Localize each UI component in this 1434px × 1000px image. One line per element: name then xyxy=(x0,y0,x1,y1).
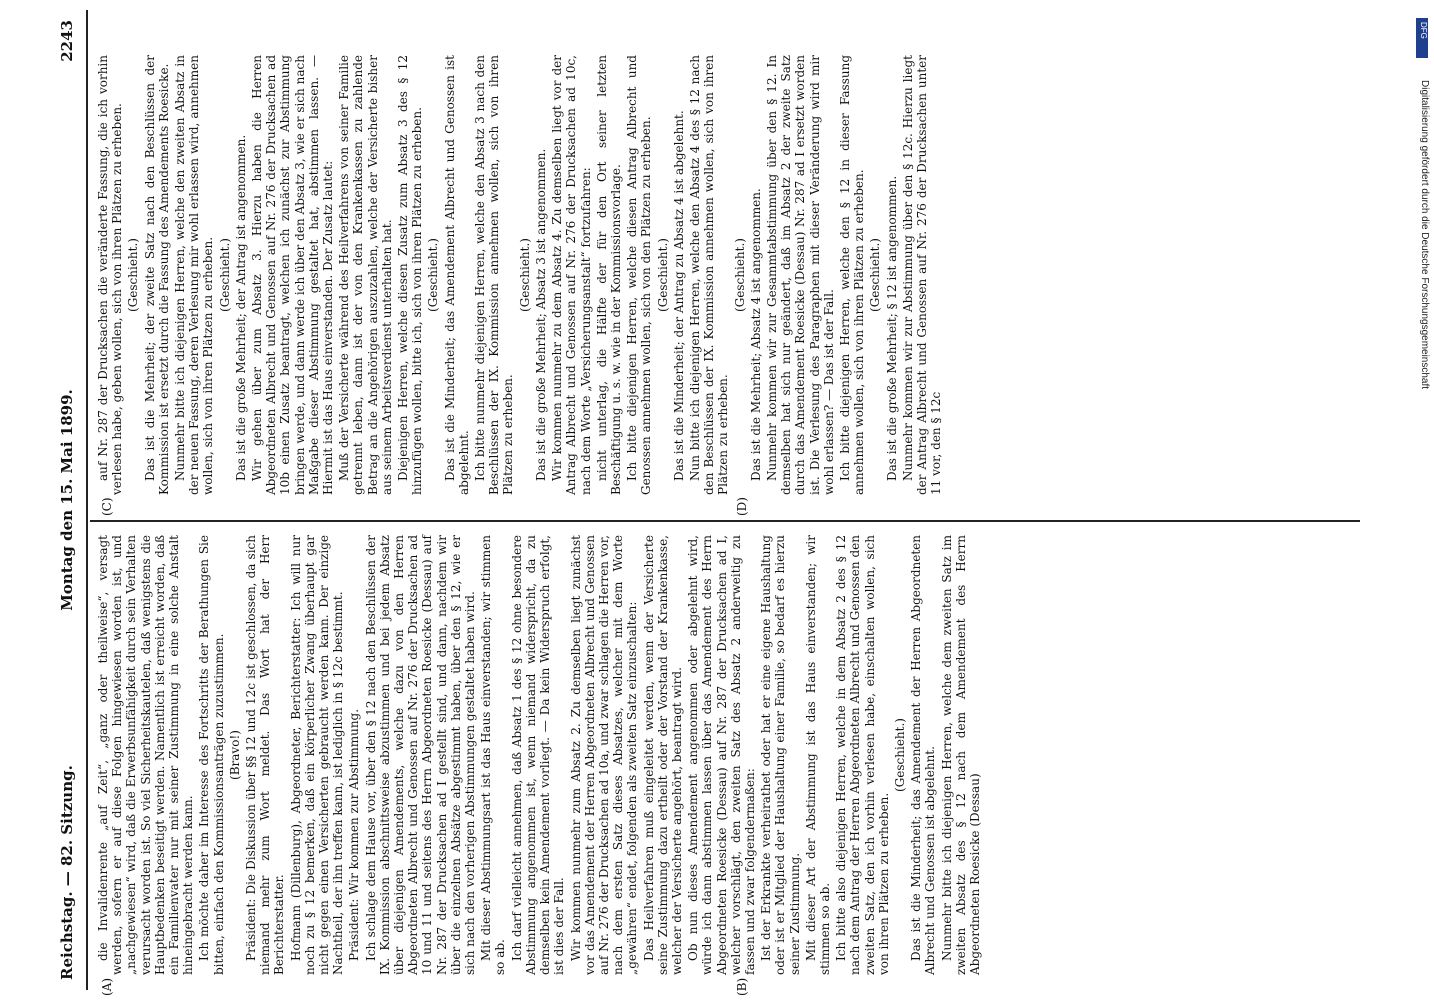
digitization-note: Digitalisierung gefördert durch die Deutsche Forschungsgemeinschaft xyxy=(1419,80,1430,390)
paragraph: Das ist die Mehrheit; Absatz 4 ist angenommen. xyxy=(748,188,763,481)
paragraph: Das ist die Minderheit; das Amendement Albrecht und Genossen ist abgelehnt. xyxy=(442,55,471,495)
digitization-stamp xyxy=(1416,10,1430,990)
paragraph: Nunmehr bitte ich diejenigen Herren, welche dem zweiten Satz im zweiten Absatz des § 12 nach dem Amendement des Herrn Abgeordneten Roesicke (Dessau) xyxy=(939,535,982,975)
paragraph: Das ist die große Mehrheit; der Antrag ist angenommen. xyxy=(233,134,248,481)
left-text-column xyxy=(96,535,984,975)
paragraph: Hofmann (Dillenburg), Abgeordneter, Berichterstatter: Ich will nur noch zu § 12 bemerken, daß ein körperlicher Zwang überhaupt gar nicht gegen einen Versicherten gebraucht werden kann. Der einzige Nachtheil, der ihn treffen kann, ist lediglich in § 12c bestimmt. xyxy=(288,535,346,975)
paragraph: Nunmehr bitte ich diejenigen Herren, welche den zweiten Absatz in der neuen Fassung, deren Verlesung mir wohl erlassen wird, annehmen wollen, sich von ihren Plätzen zu erheben. xyxy=(173,55,216,495)
page-number: 2243 xyxy=(58,20,76,62)
margin-letter-b: (B) xyxy=(735,977,749,996)
paragraph: Ob nun dieses Amendement angenommen oder abgelehnt wird, würde ich dann abstimmen lassen über das Amendement des Herrn Abgeordneten Roesicke (Dessau) auf Nr. 287 der Drucksachen ad I, welcher vorschlägt, den zweiten Satz des Absatz 2 anderweitig zu fassen und zwar folgendermaßen: xyxy=(686,535,757,975)
paragraph: Nunmehr kommen wir zur Gesammtabstimmung über den § 12. In demselben hat sich nur geändert, daß im Absatz 2 der zweite Satz durch das Amendement Roesicke (Dessau) Nr. 287 ad I ersetzt worden ist. Die Verlesung des Paragraphen mit dieser Veränderung wird mir wohl erlassen? — Das ist der Fall. xyxy=(764,55,836,495)
paragraph: Diejenigen Herren, welche diesen Zusatz zum Absatz 3 des § 12 hinzufügen wollen, bitte ich, sich von ihren Plätzen zu erheben. xyxy=(396,55,425,495)
paragraph: (Geschieht.) xyxy=(517,238,532,312)
header-date: Montag den 15. Mai 1899. xyxy=(58,389,76,611)
paragraph: Muß der Versicherte während des Heilverfahrens von seiner Familie getrennt leben, dann ist der von den Krankenkassen zu zahlende Betrag an die Angehörigen auszuzahlen, welche der Versicherte bisher aus seinem Arbeitsverdienst unterhalten hat. xyxy=(337,55,394,495)
paragraph: (Bravo!) xyxy=(227,730,242,780)
dfg-logo: DFG xyxy=(1416,18,1428,58)
paragraph: (Geschieht.) xyxy=(426,238,441,312)
paragraph: (Geschieht.) xyxy=(868,238,883,312)
paragraph: (Geschieht.) xyxy=(217,238,232,312)
header-session: Reichstag. — 82. Sitzung. xyxy=(58,765,76,980)
paragraph: Ich bitte also diejenigen Herren, welche in dem Absatz 2 des § 12 nach dem Antrag der Herren Abgeordneten Albrecht und Genossen den zweiten Satz, den ich vorhin verlesen habe, einschalten wollen, sich von ihren Plätzen zu erheben. xyxy=(834,535,891,975)
paragraph: Wir kommen nunmehr zum Absatz 2. Zu demselben liegt zunächst vor das Amendement der Herren Abgeordneten Albrecht und Genossen auf Nr. 276 der Drucksachen ad 10a, und zwar schlagen die Herren vor, nach dem ersten Satz dieses Absatzes, welcher mit dem Worte „gewähren“ endet, folgenden als zweiten Satz einzuschalten: xyxy=(568,535,640,975)
paragraph: Das ist die Minderheit; der Antrag zu Absatz 4 ist abgelehnt. xyxy=(671,110,686,481)
paragraph: die Invalidenrente „auf Zeit“, „ganz oder theilweise“, versagt werden, sofern er auf diese Folgen hingewiesen worden ist, und „nachgewiesen“ wird, daß die Erwerbsunfähigkeit durch sein Verhalten verursacht worden ist. So viel Sicherheitskautelen, daß wenigstens die Hauptbedenken beseitigt werden. Namentlich ist erreicht worden, daß ein Familienvater nur mit seiner Zustimmung in eine solche Anstalt hineingebracht werden kann. xyxy=(96,535,196,975)
paragraph: Präsident: Die Diskussion über §§ 12 und 12c ist geschlossen, da sich niemand mehr zum Wort meldet. Das Wort hat der Herr Berichterstatter. xyxy=(244,535,287,975)
margin-letter-a: (A) xyxy=(100,977,114,996)
paragraph: (Geschieht.) xyxy=(126,238,141,312)
paragraph: (Geschieht.) xyxy=(892,718,907,792)
margin-letter-d: (D) xyxy=(735,497,749,516)
header-rule xyxy=(86,10,88,990)
margin-letter-c: (C) xyxy=(100,497,114,516)
paragraph: Nunmehr kommen wir zur Abstimmung über den § 12c. Hierzu liegt der Antrag Albrecht und Genossen auf Nr. 276 der Drucksachen unter 11 vor, den § 12c xyxy=(900,55,944,495)
paragraph: Ich darf vielleicht annehmen, daß Absatz 1 des § 12 ohne besondere Abstimmung angenommen ist, wenn niemand widerspricht, da zu demselben kein Amendement vorliegt. — Da kein Widerspruch erfolgt, ist dies der Fall. xyxy=(509,535,567,975)
paragraph: Das ist die Mehrheit; der zweite Satz nach den Beschlüssen der Kommission ist ersetzt durch die Fassung des Amendements Roesicke. xyxy=(142,55,171,495)
paragraph: Ich bitte nunmehr diejenigen Herren, welche den Absatz 3 nach den Beschlüssen der IX. Kommission annehmen wollen, sich von ihren Plätzen zu erheben. xyxy=(473,55,516,495)
paragraph: Ich bitte diejenigen Herren, welche diesen Antrag Albrecht und Genossen annehmen wollen, sich von den Plätzen zu erheben. xyxy=(625,55,654,495)
paragraph: Das ist die große Mehrheit; § 12 ist angenommen. xyxy=(884,175,899,481)
paragraph: (Geschieht.) xyxy=(732,238,747,312)
paragraph: Präsident: Wir kommen zur Abstimmung. xyxy=(347,708,362,961)
paragraph: Das ist die große Mehrheit; Absatz 3 ist angenommen. xyxy=(533,148,548,481)
paragraph: Ich schlage dem Hause vor, über den § 12 nach den Beschlüssen der IX. Kommission abschnittsweise abzustimmen und bei jedem Absatz über diejenigen Amendements, welche dazu von den Herren Abgeordneten Albrecht und Genossen auf Nr. 276 der Drucksachen ad 10 und 11 und seitens des Herrn Abgeordneten Roesicke (Dessau) auf Nr. 287 der Drucksachen ad I gestellt sind, und dann, nachdem wir über die einzelnen Absätze abgestimmt haben, über den § 12, wie er sich nach den vorherigen Abstimmungen gestaltet haben wird. xyxy=(363,535,478,975)
paragraph: Ist der Erkrankte verheirathet oder hat er eine eigene Haushaltung oder ist er Mitglied der Haushaltung einer Familie, so bedarf es hierzu seiner Zustimmung. xyxy=(759,535,802,975)
paragraph: Nun bitte ich diejenigen Herren, welche den Absatz 4 des § 12 nach den Beschlüssen der IX. Kommission annehmen wollen, sich von ihren Plätzen zu erheben. xyxy=(687,55,731,495)
paragraph: Ich bitte diejenigen Herren, welche den § 12 in dieser Fassung annehmen wollen, sich von ihren Plätzen zu erheben. xyxy=(837,55,867,495)
paragraph: Das ist die Minderheit; das Amendement der Herren Abgeordneten Albrecht und Genossen ist abgelehnt. xyxy=(909,535,938,975)
column-divider xyxy=(90,520,1360,522)
paragraph: Wir kommen nunmehr zu dem Absatz 4. Zu demselben liegt vor der Antrag Albrecht und Genossen auf Nr. 276 der Drucksachen ad 10c, nach dem Worte „Versicherungsanstalt“ fortzufahren: xyxy=(550,55,593,495)
paragraph: Ich möchte daher im Interesse des Fortschritts der Berathungen Sie bitten, einfach den Kommissionsanträgen zuzustimmen. xyxy=(197,535,226,975)
paragraph: Mit dieser Abstimmungsart ist das Haus einverstanden; wir stimmen so ab. xyxy=(479,535,508,975)
paragraph: (Geschieht.) xyxy=(655,238,670,312)
paragraph: auf Nr. 287 der Drucksachen die veränderte Fassung, die ich vorhin verlesen habe, geben wollen, sich von ihren Plätzen zu erheben. xyxy=(96,55,125,495)
paragraph: Das Heilverfahren muß eingeleitet werden, wenn der Versicherte seine Zustimmung dazu ertheilt oder der Vorstand der Krankenkasse, welcher der Versicherte angehört, beantragt wird. xyxy=(641,535,684,975)
paragraph: Wir gehen über zum Absatz 3. Hierzu haben die Herren Abgeordneten Albrecht und Genossen auf Nr. 276 der Drucksachen ad 10b einen Zusatz beantragt, welchen ich zunächst zur Abstimmung bringen werde, und dann werde ich über den Absatz 3, wie er sich nach Maßgabe dieser Abstimmung gestaltet hat, abstimmen lassen. — Hiermit ist das Haus einverstanden. Der Zusatz lautet: xyxy=(250,55,336,495)
paragraph: Mit dieser Art der Abstimmung ist das Haus einverstanden; wir stimmen so ab. xyxy=(803,535,832,975)
paragraph: nicht unterlag, die Hälfte der für den Ort seiner letzten Beschäftigung u. s. w. wie in der Kommissionsvorlage. xyxy=(594,55,623,495)
right-text-column xyxy=(96,55,945,495)
